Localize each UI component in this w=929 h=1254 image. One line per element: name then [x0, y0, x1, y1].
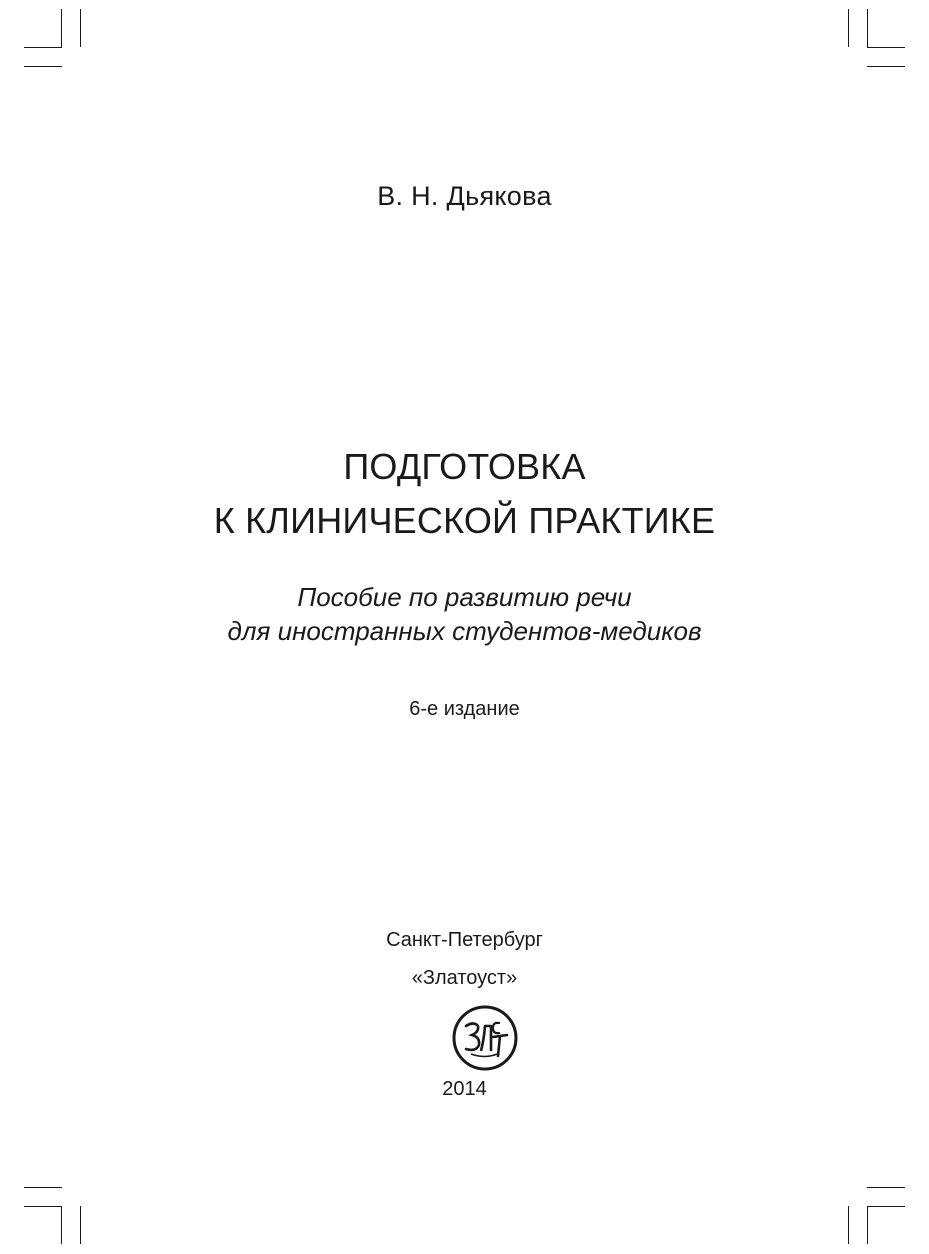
edition-label: 6-е издание	[409, 698, 520, 720]
crop-mark	[80, 1206, 81, 1244]
book-title-line-2: К КЛИНИЧЕСКОЙ ПРАКТИКЕ	[213, 500, 716, 541]
crop-mark	[24, 1206, 62, 1207]
author-name: В. Н. Дьякова	[377, 181, 552, 211]
crop-mark	[867, 1187, 905, 1188]
crop-mark	[24, 47, 62, 48]
crop-mark	[61, 9, 62, 47]
crop-mark	[867, 1206, 905, 1207]
subtitle-line-2: для иностранных студентов-медиков	[227, 616, 702, 646]
crop-mark	[61, 1206, 62, 1244]
crop-mark	[80, 9, 81, 47]
publisher-city: Санкт-Петербург	[386, 929, 543, 951]
crop-mark	[867, 47, 905, 48]
crop-mark	[24, 66, 62, 67]
crop-mark	[24, 1187, 62, 1188]
crop-mark	[867, 66, 905, 67]
crop-mark	[867, 9, 868, 47]
publisher-name: «Златоуст»	[411, 967, 518, 989]
publication-year: 2014	[442, 1078, 487, 1100]
crop-mark	[867, 1206, 868, 1244]
crop-mark	[848, 9, 849, 47]
zlatoust-logo-icon	[451, 1004, 519, 1072]
subtitle-line-1: Пособие по развитию речи	[297, 582, 632, 612]
book-title-line-1: ПОДГОТОВКА	[343, 446, 586, 487]
crop-mark	[848, 1206, 849, 1244]
